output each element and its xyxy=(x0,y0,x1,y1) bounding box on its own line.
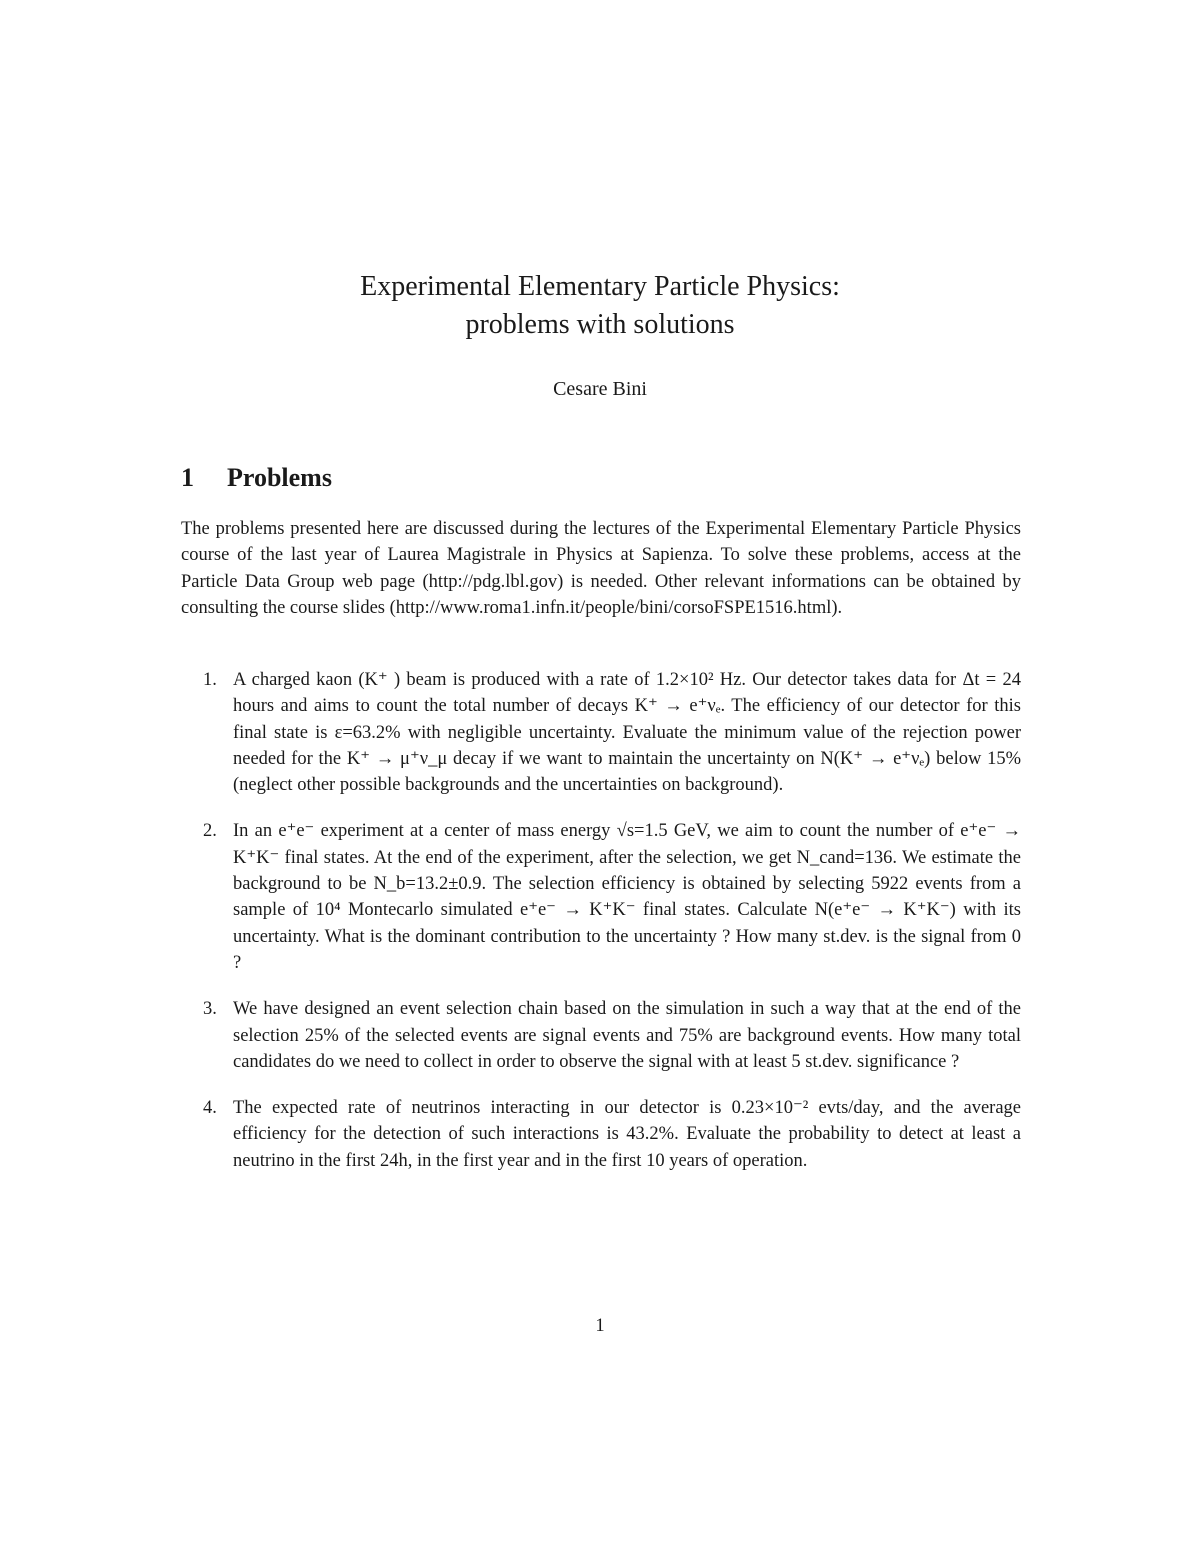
problem-number: 3. xyxy=(203,999,217,1020)
problem-item xyxy=(181,1095,1021,1174)
problem-text: In an e⁺e⁻ experiment at a center of mass energy √s=1.5 GeV, we aim to count the number of e⁺e⁻ → K⁺K⁻ final states. At the end of the experiment, after the selection, we get N_cand=136. We estimate the background to be N_b=13.2±0.9. The selection efficiency is obtained by selecting 5922 events from a sample of 10⁴ Montecarlo simulated e⁺e⁻ → K⁺K⁻ final states. Calculate N(e⁺e⁻ → K⁺K⁻) with its uncertainty. What is the dominant contribution to the uncertainty ? How many st.dev. is the signal from 0 ? xyxy=(233,821,1021,973)
title-line-1: Experimental Elementary Particle Physics: xyxy=(360,271,840,302)
problem-item xyxy=(181,667,1021,798)
page-number: 1 xyxy=(595,1316,605,1336)
problem-text: The expected rate of neutrinos interacting in our detector is 0.23×10⁻² evts/day, and the average efficiency for the detection of such interactions is 43.2%. Evaluate the probability to detect at least a neutrino in the first 24h, in the first year and in the first 10 years of operation. xyxy=(233,1098,1021,1171)
problem-list xyxy=(181,667,1021,1194)
section-number: 1 xyxy=(181,463,194,492)
author: Cesare Bini xyxy=(553,378,647,400)
problem-text: We have designed an event selection chain based on the simulation in such a way that at the end of the selection 25% of the selected events are signal events and 75% are background events. How many total candidates do we need to collect in order to observe the signal with at least 5 st.dev. significance ? xyxy=(233,999,1021,1072)
problem-item xyxy=(181,996,1021,1075)
title-block xyxy=(0,268,1200,344)
section-title: Problems xyxy=(227,463,332,492)
problem-text: A charged kaon (K⁺ ) beam is produced with a rate of 1.2×10² Hz. Our detector takes data for Δt = 24 hours and aims to count the total number of decays K⁺ → e⁺νₑ. The efficiency of our detector for this final state is ε=63.2% with negligible uncertainty. Evaluate the minimum value of the rejection power needed for the K⁺ → μ⁺ν_μ decay if we want to maintain the uncertainty on N(K⁺ → e⁺νₑ) below 15% (neglect other possible backgrounds and the uncertainties on background). xyxy=(233,670,1021,796)
intro-paragraph: The problems presented here are discussed during the lectures of the Experimental Elementary Particle Physics course of the last year of Laurea Magistrale in Physics at Sapienza. To solve these problems, access at the Particle Data Group web page (http://pdg.lbl.gov) is needed. Other relevant informations can be obtained by consulting the course slides (http://www.roma1.infn.it/people/bini/corsoFSPE1516.html). xyxy=(181,519,1021,618)
problem-number: 1. xyxy=(203,670,217,690)
section-heading xyxy=(181,460,332,496)
problem-number: 2. xyxy=(203,821,217,842)
problem-item xyxy=(181,818,1021,976)
problem-number: 4. xyxy=(203,1098,217,1119)
title-line-2: problems with solutions xyxy=(465,309,735,340)
